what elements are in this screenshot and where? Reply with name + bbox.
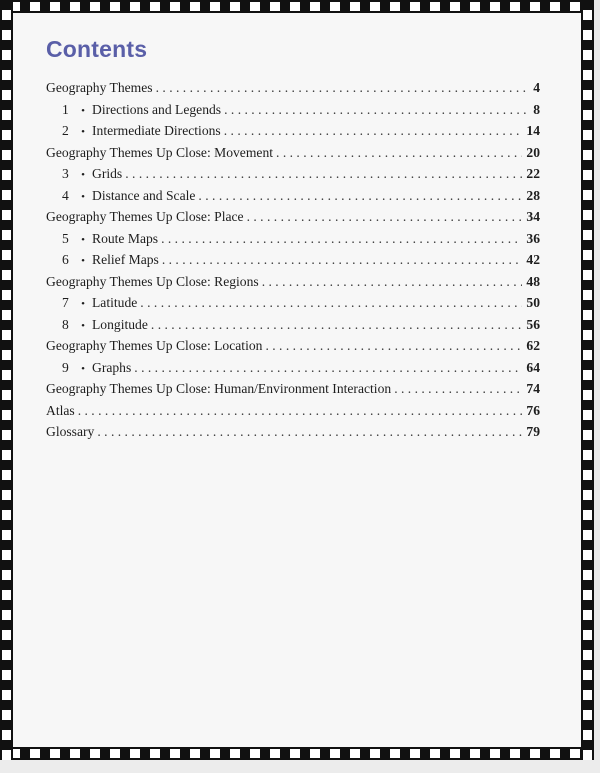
chapter-number: 1 <box>62 101 69 117</box>
dot-leader <box>394 381 522 397</box>
dot-leader <box>134 360 522 376</box>
chapter-number: 8 <box>62 316 69 332</box>
toc-entry-label: Grids <box>92 166 123 181</box>
dot-leader <box>125 166 522 182</box>
dot-leader <box>276 145 522 161</box>
bullet-icon: • <box>81 190 85 203</box>
chapter-number: 3 <box>62 166 69 181</box>
toc-entry-label: Geography Themes Up Close: Location <box>46 338 263 353</box>
toc-entry <box>46 424 540 446</box>
dot-leader <box>262 274 523 290</box>
toc-entry <box>46 338 540 360</box>
chapter-number: 7 <box>62 295 69 310</box>
dot-leader <box>247 209 523 225</box>
toc-page-number: 64 <box>526 359 540 375</box>
toc-page-number: 79 <box>526 424 540 439</box>
toc-entry <box>46 145 540 167</box>
toc-page-number: 14 <box>526 123 540 138</box>
bullet-icon: • <box>81 255 85 267</box>
toc-entry-label: Route Maps <box>92 230 159 246</box>
checkered-border-left <box>0 0 13 760</box>
bullet-icon: • <box>81 233 85 246</box>
toc-page-number: 36 <box>526 230 540 246</box>
toc-entry <box>46 209 540 231</box>
toc-page-number: 48 <box>526 273 540 289</box>
toc-entry <box>46 102 540 124</box>
toc-entry <box>46 123 540 145</box>
bullet-icon: • <box>81 169 85 181</box>
toc-page-number: 20 <box>526 144 540 160</box>
chapter-number: 5 <box>62 230 69 246</box>
toc-entry-label: Geography Themes Up Close: Regions <box>46 273 259 289</box>
toc-entry <box>46 381 540 403</box>
dot-leader <box>224 102 529 118</box>
toc-page-number: 56 <box>526 316 540 332</box>
toc-page-number: 22 <box>526 166 540 181</box>
chapter-number: 9 <box>62 359 69 375</box>
bullet-icon: • <box>81 319 85 332</box>
toc-entry <box>46 231 540 253</box>
checkered-border-top <box>0 0 594 13</box>
toc-entry <box>46 166 540 188</box>
dot-leader <box>161 231 522 247</box>
checkered-border-bottom <box>0 747 594 760</box>
page-edge-shadow <box>594 0 600 773</box>
page-title: Contents <box>46 36 148 62</box>
toc-entry <box>46 274 540 296</box>
page-edge-shadow <box>0 760 600 773</box>
bullet-icon: • <box>81 362 85 375</box>
toc-entry <box>46 403 540 425</box>
toc-entry-label: Latitude <box>92 295 138 310</box>
dot-leader <box>140 295 522 311</box>
toc-entry-label: Geography Themes Up Close: Place <box>46 209 244 224</box>
toc-page-number: 34 <box>526 209 540 224</box>
chapter-number: 4 <box>62 187 69 203</box>
bullet-icon: • <box>81 126 85 138</box>
toc-page-number: 4 <box>533 80 540 95</box>
dot-leader <box>156 80 530 96</box>
toc-entry-label: Atlas <box>46 402 75 418</box>
dot-leader <box>97 424 522 440</box>
dot-leader <box>162 252 523 268</box>
toc-entry-label: Glossary <box>46 424 95 439</box>
toc-entry-label: Distance and Scale <box>92 187 196 203</box>
toc-page-number: 42 <box>526 252 540 267</box>
dot-leader <box>151 317 523 333</box>
dot-leader <box>224 123 523 139</box>
toc-entry <box>46 188 540 210</box>
toc-entry-label: Graphs <box>92 359 132 375</box>
toc-page-number: 8 <box>533 101 540 117</box>
dot-leader <box>265 338 522 354</box>
dot-leader <box>198 188 522 204</box>
table-of-contents <box>46 80 540 446</box>
toc-entry <box>46 80 540 102</box>
toc-page-number: 74 <box>526 381 540 396</box>
chapter-number: 6 <box>62 252 69 267</box>
bullet-icon: • <box>81 104 85 117</box>
toc-page-number: 50 <box>526 295 540 310</box>
toc-page-number: 76 <box>526 402 540 418</box>
toc-entry-label: Geography Themes <box>46 80 153 95</box>
toc-entry-label: Relief Maps <box>92 252 159 267</box>
toc-entry-label: Directions and Legends <box>92 101 222 117</box>
toc-entry-label: Geography Themes Up Close: Movement <box>46 144 274 160</box>
toc-entry-label: Longitude <box>92 316 148 332</box>
toc-entry <box>46 295 540 317</box>
toc-page-number: 62 <box>526 338 540 353</box>
checkered-border-right <box>581 0 594 760</box>
toc-entry-label: Geography Themes Up Close: Human/Environment Interaction <box>46 381 392 396</box>
bullet-icon: • <box>81 298 85 310</box>
chapter-number: 2 <box>62 123 69 138</box>
toc-entry-label: Intermediate Directions <box>92 123 221 138</box>
toc-page-number: 28 <box>526 187 540 203</box>
toc-entry <box>46 360 540 382</box>
toc-entry <box>46 252 540 274</box>
toc-entry <box>46 317 540 339</box>
dot-leader <box>78 403 523 419</box>
